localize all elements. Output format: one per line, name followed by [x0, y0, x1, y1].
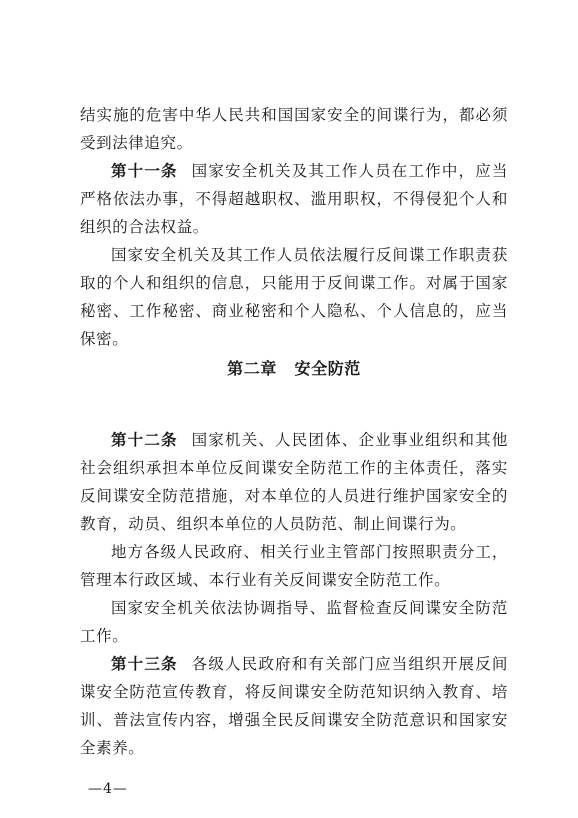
article-text: 各级人民政府和有关部门应当组织开展反间谍安全防范宣传教育，将反间谍安全防范知识纳入教育、培训、普法宣传内容，增强全民反间谍安全防范意识和国家安全素养。	[80, 655, 508, 757]
chapter-title: 安全防范	[294, 359, 361, 378]
paragraph-confidentiality	[80, 241, 508, 353]
paragraph-text: 地方各级人民政府、相关行业主管部门按照职责分工，管理本行政区域、本行业有关反间谍安全防范工作。	[80, 543, 508, 589]
article-13	[80, 650, 508, 762]
paragraph-continuation	[80, 101, 508, 157]
article-number: 第十二条	[111, 431, 178, 449]
article-12	[80, 426, 508, 538]
paragraph-text: 国家安全机关依法协调指导、监督检查反间谍安全防范工作。	[80, 599, 508, 645]
paragraph-text: 结实施的危害中华人民共和国国家安全的间谍行为，都必须受到法律追究。	[80, 106, 508, 152]
article-number: 第十三条	[111, 655, 178, 673]
text-block-after-chapter	[80, 426, 508, 762]
article-text: 国家安全机关及其工作人员在工作中，应当严格依法办事，不得超越职权、滥用职权，不得侵犯个人和组织的合法权益。	[80, 162, 508, 236]
chapter-number: 第二章	[227, 359, 277, 378]
article-text: 国家机关、人民团体、企业事业组织和其他社会组织承担本单位反间谍安全防范工作的主体责任，落实反间谍安全防范措施，对本单位的人员进行维护国家安全的教育，动员、组织本单位的人员防范、制止间谍行为。	[80, 431, 508, 533]
text-block-before-chapter	[80, 101, 508, 353]
page-number: —4—	[88, 781, 128, 797]
chapter-heading	[80, 355, 508, 383]
paragraph-text: 国家安全机关及其工作人员依法履行反间谍工作职责获取的个人和组织的信息，只能用于反间谍工作。对属于国家秘密、工作秘密、商业秘密和个人隐私、个人信息的，应当保密。	[80, 246, 508, 348]
paragraph-local-government	[80, 538, 508, 594]
article-11	[80, 157, 508, 241]
article-number: 第十一条	[111, 162, 178, 180]
paragraph-security-agency	[80, 594, 508, 650]
